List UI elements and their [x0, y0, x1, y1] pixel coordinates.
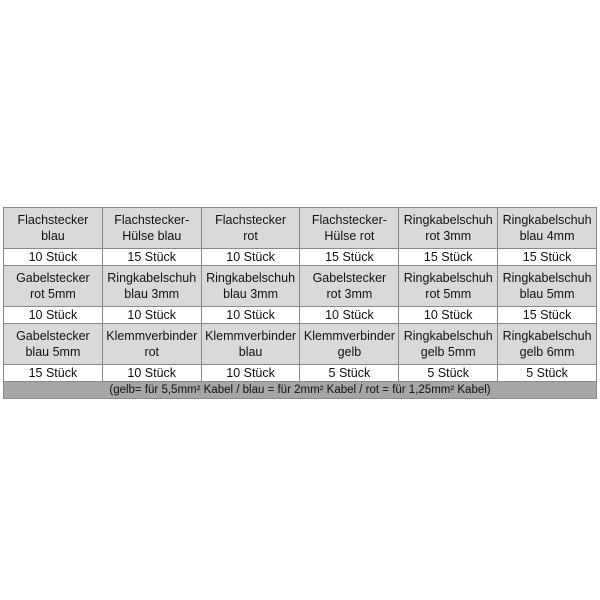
cell-line: blau 5mm	[519, 287, 575, 301]
cell-line: Klemmverbinder	[205, 329, 297, 343]
table-cell-quantity: 10 Stück	[201, 249, 300, 266]
cell-line: Ringkabelschuh	[206, 271, 296, 285]
table-cell-quantity: 10 Stück	[4, 249, 103, 266]
table-cell-name	[399, 266, 498, 307]
cell-line: gelb	[337, 345, 362, 359]
table-cell-quantity: 15 Stück	[399, 249, 498, 266]
cell-line: blau 4mm	[519, 229, 575, 243]
table-cell-quantity: 10 Stück	[4, 307, 103, 324]
table-cell-name	[399, 208, 498, 249]
cell-line: Gabelstecker	[16, 329, 90, 343]
table-row-quantities-2	[4, 307, 597, 324]
cell-line: Klemmverbinder	[106, 329, 198, 343]
table-cell-name	[300, 266, 399, 307]
cell-line: blau 5mm	[25, 345, 81, 359]
table-cell-name	[4, 324, 103, 365]
cell-line: blau 3mm	[124, 287, 180, 301]
cell-line: Flachstecker-	[311, 213, 387, 227]
cell-line: Hülse rot	[324, 229, 375, 243]
table-row-names-1	[4, 208, 597, 249]
table-row-quantities-3	[4, 365, 597, 382]
cell-line: gelb 5mm	[420, 345, 476, 359]
cell-line: blau	[238, 345, 263, 359]
cell-line: rot	[144, 345, 160, 359]
table-cell-quantity: 10 Stück	[102, 365, 201, 382]
cell-line: blau 3mm	[223, 287, 279, 301]
cell-line: rot 5mm	[29, 287, 76, 301]
table-row-names-2	[4, 266, 597, 307]
table-cell-quantity: 5 Stück	[300, 365, 399, 382]
table-cell-quantity: 10 Stück	[102, 307, 201, 324]
table-cell-quantity: 10 Stück	[201, 365, 300, 382]
table-row-quantities-1	[4, 249, 597, 266]
table-row-names-3	[4, 324, 597, 365]
cell-line: Flachstecker	[17, 213, 89, 227]
table-cell-name	[399, 324, 498, 365]
table-cell-quantity: 10 Stück	[300, 307, 399, 324]
cell-line: Klemmverbinder	[303, 329, 395, 343]
cell-line: gelb 6mm	[519, 345, 575, 359]
table-cell-quantity: 10 Stück	[399, 307, 498, 324]
cell-line: Ringkabelschuh	[107, 271, 197, 285]
cell-line: Gabelstecker	[16, 271, 90, 285]
cell-line: Flachstecker	[215, 213, 286, 227]
table-cell-name	[4, 208, 103, 249]
table-cell-quantity: 15 Stück	[4, 365, 103, 382]
cable-size-legend: (gelb= für 5,5mm² Kabel / blau = für 2mm² Kabel / rot = für 1,25mm² Kabel)	[4, 382, 597, 399]
cell-line: Ringkabelschuh	[502, 271, 592, 285]
table-cell-name	[102, 208, 201, 249]
table-cell-name	[300, 208, 399, 249]
product-table	[3, 207, 597, 399]
table-cell-name	[201, 324, 300, 365]
cell-line: Gabelstecker	[312, 271, 387, 285]
table-cell-quantity: 5 Stück	[399, 365, 498, 382]
table-cell-name	[498, 324, 597, 365]
table-cell-quantity: 5 Stück	[498, 365, 597, 382]
table-cell-name	[498, 208, 597, 249]
table-cell-name	[201, 208, 300, 249]
cell-line: Ringkabelschuh	[403, 329, 493, 343]
cell-line: Flachstecker-	[114, 213, 190, 227]
table-cell-name	[102, 266, 201, 307]
table-cell-name	[201, 266, 300, 307]
table-cell-quantity: 15 Stück	[102, 249, 201, 266]
cell-line: rot 5mm	[425, 287, 472, 301]
table-cell-quantity: 10 Stück	[201, 307, 300, 324]
cell-line: Ringkabelschuh	[403, 271, 493, 285]
cell-line: Ringkabelschuh	[502, 213, 592, 227]
cell-line: rot 3mm	[326, 287, 373, 301]
product-table-container	[3, 207, 597, 399]
table-cell-quantity: 15 Stück	[300, 249, 399, 266]
table-cell-quantity: 15 Stück	[498, 249, 597, 266]
table-cell-name	[498, 266, 597, 307]
table-cell-quantity: 15 Stück	[498, 307, 597, 324]
cell-line: blau	[41, 229, 65, 243]
cell-line: rot	[243, 229, 258, 243]
cell-line: Ringkabelschuh	[502, 329, 592, 343]
table-cell-name	[300, 324, 399, 365]
table-cell-name	[4, 266, 103, 307]
table-cell-name	[102, 324, 201, 365]
cell-line: Hülse blau	[122, 229, 182, 243]
cell-line: Ringkabelschuh	[403, 213, 493, 227]
table-footer-row	[4, 382, 597, 399]
cell-line: rot 3mm	[425, 229, 472, 243]
